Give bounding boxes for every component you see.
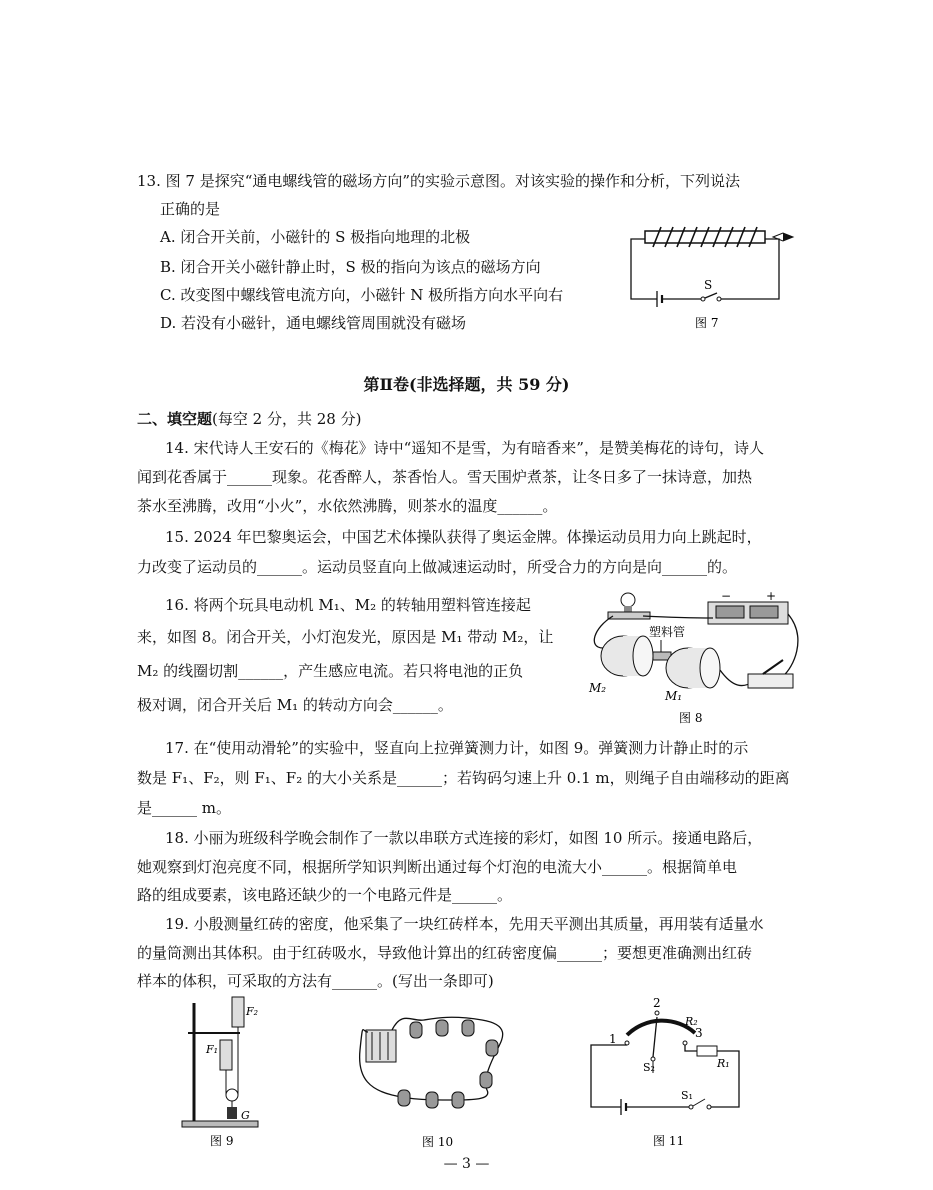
section-score-note: (每空 2 分，共 28 分) [212, 410, 362, 428]
q18-line2: 她观察到灯泡亮度不同，根据所学知识判断出通过每个灯泡的电流大小______。根据简单电 [137, 858, 738, 876]
figure-8-caption: 图 8 [679, 711, 703, 725]
figure-11-caption: 图 11 [653, 1134, 685, 1148]
switch-s1-label: S₁ [681, 1089, 693, 1102]
figure-7-caption: 图 7 [695, 316, 719, 330]
figure-9-pulley [180, 995, 270, 1150]
q14-line2: 闻到花香属于______现象。花香醉人，茶香怡人。雪天围炉煮茶，让冬日多了一抹诗意，加热 [137, 468, 753, 486]
q17-line1: 17. 在“使用动滑轮”的实验中，竖直向上拉弹簧测力计，如图 9。弹簧测力计静止时的示 [165, 739, 749, 757]
q15-line1: 15. 2024 年巴黎奥运会，中国艺术体操队获得了奥运金牌。体操运动员用力向上跳起时， [165, 528, 762, 546]
q17-line3: 是______ m。 [137, 799, 231, 817]
motor-m2-label: M₂ [589, 681, 607, 695]
section-name: 二、填空题 [137, 410, 213, 428]
force-f2-label: F₂ [246, 1005, 259, 1018]
resistor-r2-label: R₂ [685, 1015, 698, 1028]
q15-line2: 力改变了运动员的______。运动员竖直向上做减速运动时，所受合力的方向是向______的。 [137, 558, 738, 576]
q16-line3: M₂ 的线圈切割______，产生感应电流。若只将电池的正负 [137, 662, 524, 680]
q13-option-c: C. 改变图中螺线管电流方向，小磁针 N 极所指方向水平向右 [160, 286, 564, 304]
q13-option-a: A. 闭合开关前，小磁针的 S 极指向地理的北极 [160, 228, 471, 246]
part-2-title: 第Ⅱ卷(非选择题，共 59 分) [363, 375, 570, 394]
q19-line1: 19. 小殷测量红砖的密度，他采集了一块红砖样本，先用天平测出其质量，再用装有适量水 [165, 915, 764, 933]
q18-line3: 路的组成要素，该电路还缺少的一个电路元件是______。 [137, 886, 513, 904]
switch-s2-label: S₂ [643, 1061, 655, 1074]
figure-7-solenoid-circuit [625, 225, 805, 345]
battery-plus-label: + [766, 589, 777, 603]
q14-line3: 茶水至沸腾，改用“小火”，水依然沸腾，则茶水的温度______。 [137, 497, 558, 515]
q13-option-b: B. 闭合开关小磁针静止时，S 极的指向为该点的磁场方向 [160, 258, 541, 276]
plastic-tube-label: 塑料管 [649, 625, 686, 639]
q13-stem-line1: 13. 图 7 是探究“通电螺线管的磁场方向”的实验示意图。对该实验的操作和分析，下列说法 [137, 172, 741, 190]
weight-g-label: G [241, 1109, 250, 1122]
motor-m1-label: M₁ [665, 689, 683, 703]
q19-line3: 样本的体积，可采取的方法有______。(写出一条即可) [137, 972, 494, 990]
terminal-1-label: 1 [609, 1032, 617, 1046]
q14-line1: 14. 宋代诗人王安石的《梅花》诗中“遥知不是雪，为有暗香来”，是赞美梅花的诗句，诗人 [165, 439, 764, 457]
q16-line1: 16. 将两个玩具电动机 M₁、M₂ 的转轴用塑料管连接起 [165, 596, 531, 614]
section-fill-in-title [137, 408, 361, 429]
figure-9-caption: 图 9 [210, 1134, 234, 1148]
battery-minus-label: − [721, 589, 732, 603]
switch-s-label: S [704, 278, 713, 292]
q17-line2: 数是 F₁、F₂，则 F₁、F₂ 的大小关系是______；若钩码匀速上升 0.1 m，则绳子自由端移动的距离 [137, 769, 790, 787]
figure-10-string-lights [352, 1010, 517, 1150]
terminal-3-label: 3 [695, 1026, 703, 1040]
terminal-2-label: 2 [653, 996, 661, 1010]
page-number: — 3 — [443, 1156, 490, 1172]
force-f1-label: F₁ [206, 1043, 219, 1056]
figure-10-caption: 图 10 [422, 1135, 454, 1149]
q18-line1: 18. 小丽为班级科学晚会制作了一款以串联方式连接的彩灯，如图 10 所示。接通电路后， [165, 829, 763, 847]
figure-11-circuit [585, 995, 745, 1150]
q19-line2: 的量筒测出其体积。由于红砖吸水，导致他计算出的红砖密度偏______；要想更准确测出红砖 [137, 944, 753, 962]
q16-line4: 极对调，闭合开关后 M₁ 的转动方向会______。 [137, 696, 453, 714]
figure-8-motors-circuit [583, 588, 808, 728]
q13-stem-line2: 正确的是 [160, 200, 221, 218]
q13-option-d: D. 若没有小磁针，通电螺线管周围就没有磁场 [160, 314, 467, 332]
q16-line2: 来，如图 8。闭合开关，小灯泡发光，原因是 M₁ 带动 M₂，让 [137, 628, 554, 646]
resistor-r1-label: R₁ [717, 1057, 730, 1070]
